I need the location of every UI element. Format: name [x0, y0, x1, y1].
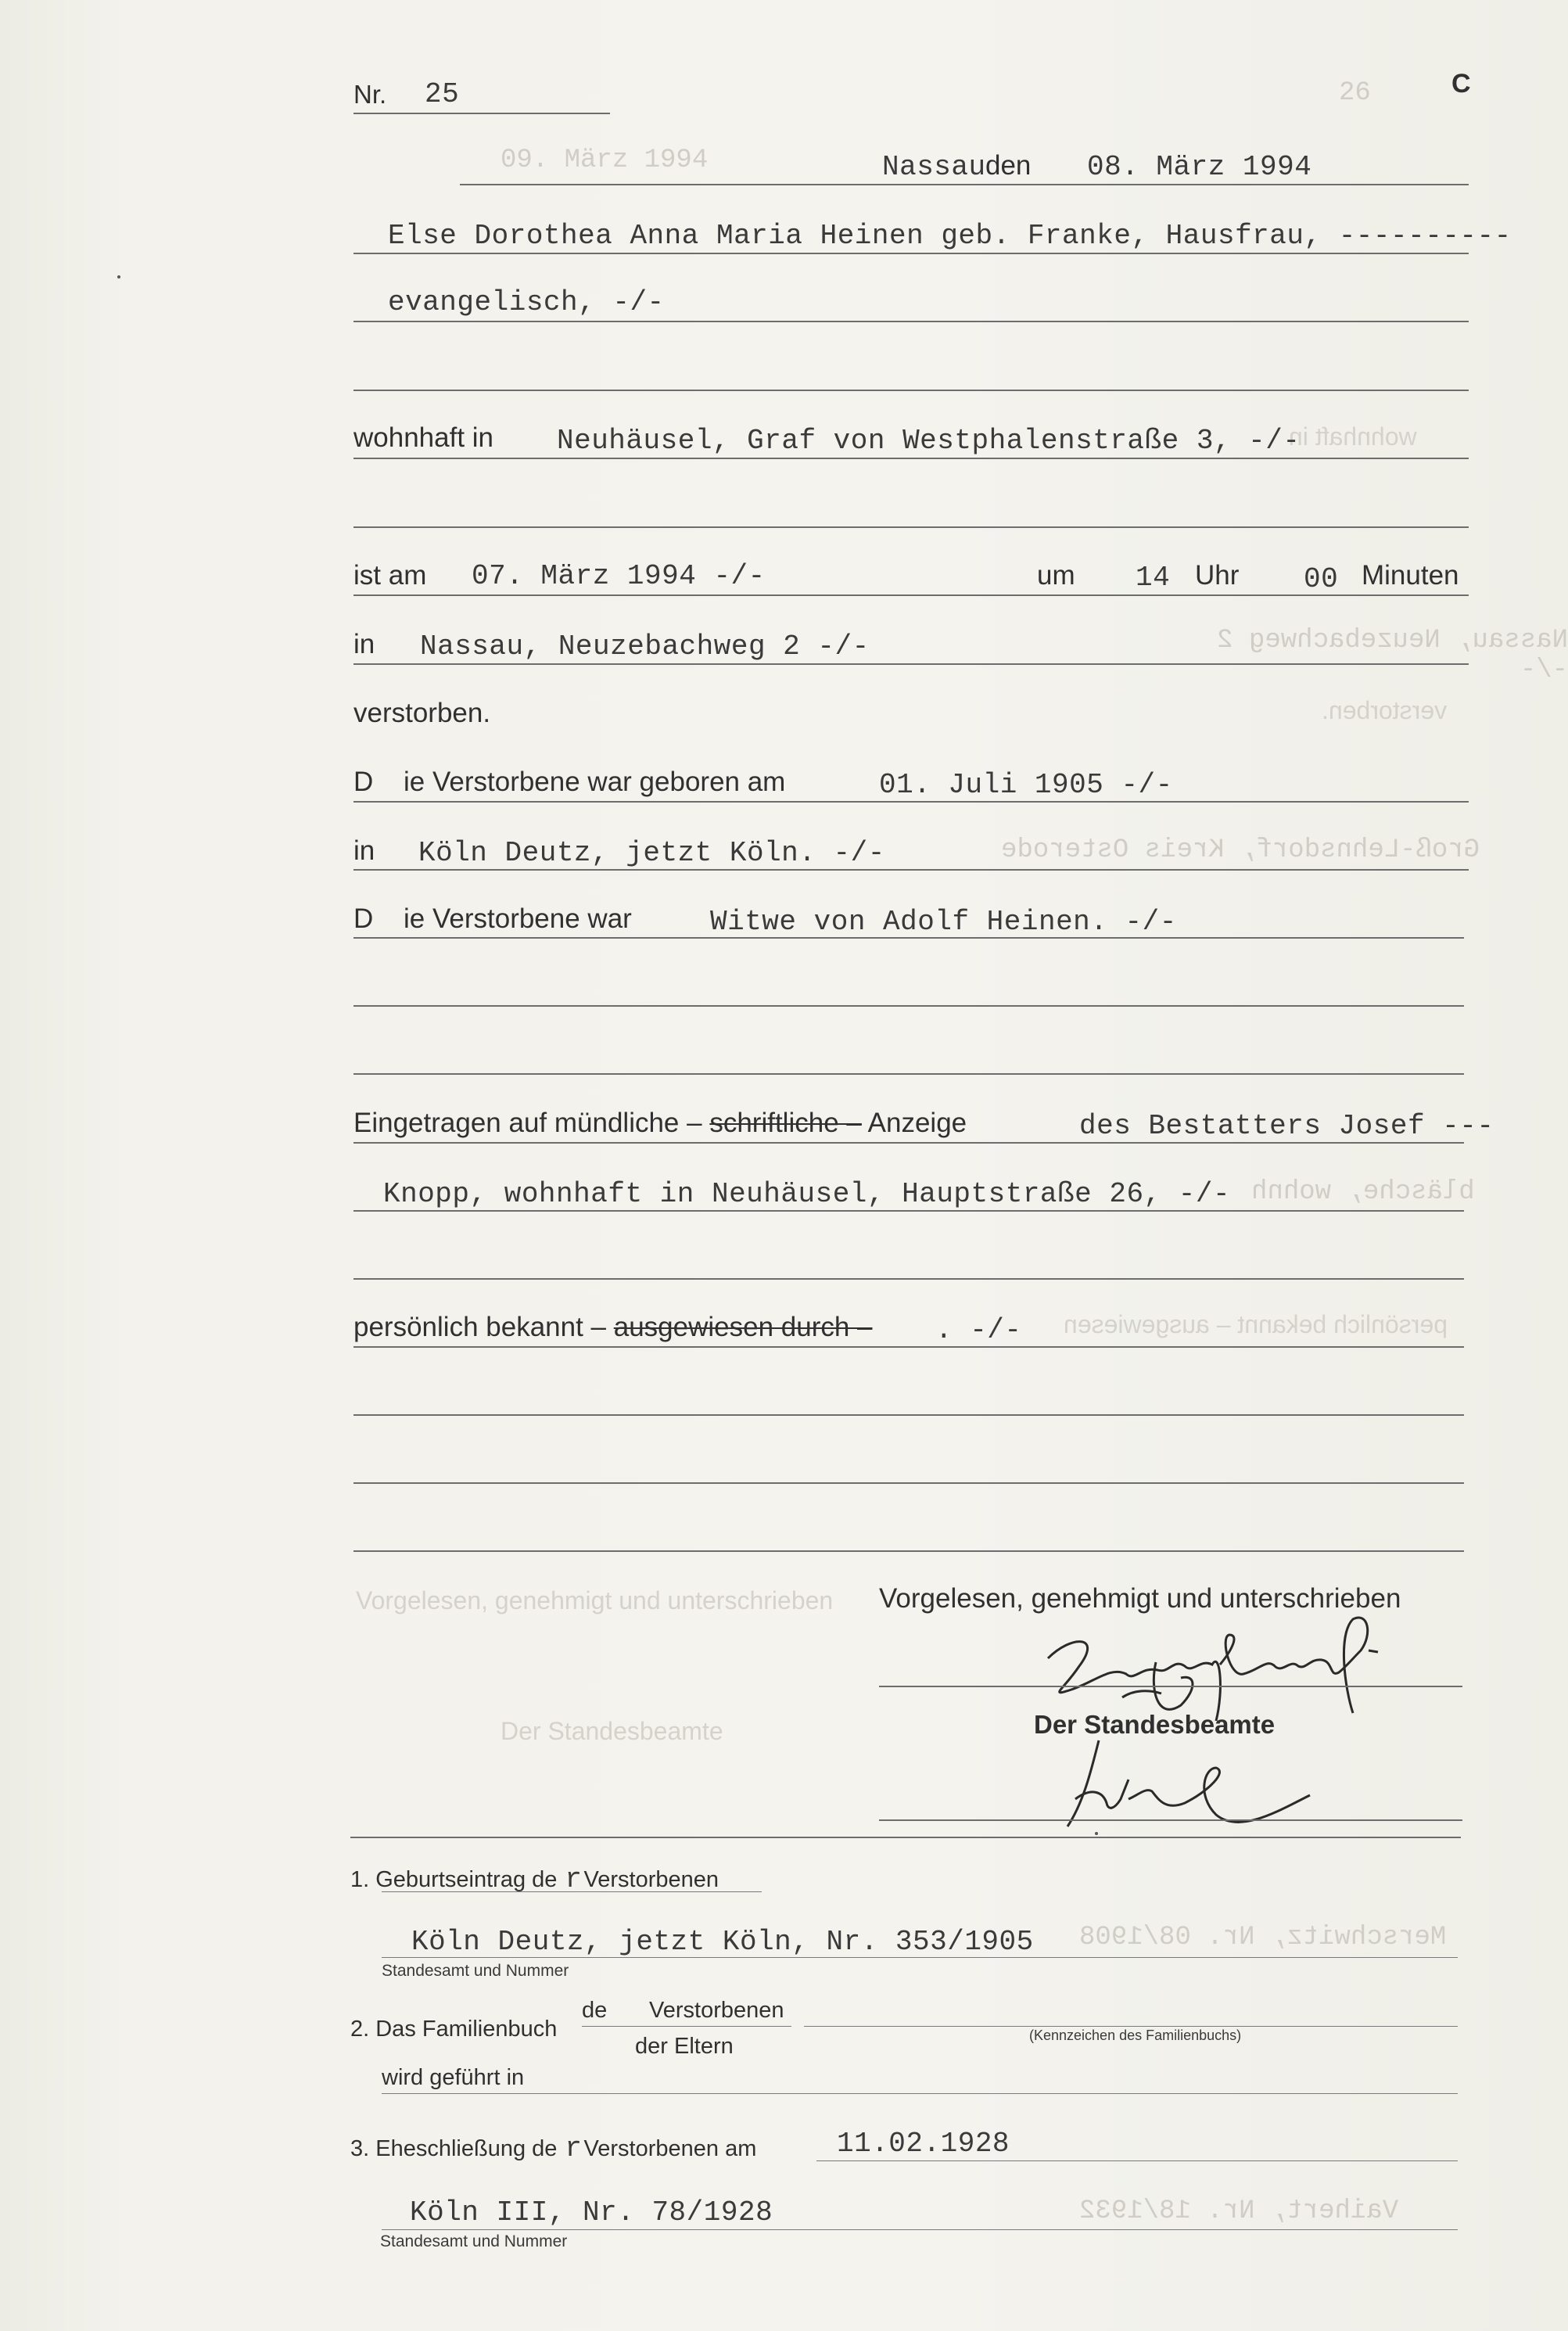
status-prefix: D	[353, 903, 374, 934]
note1-label	[350, 1863, 719, 1895]
note1-letter: r	[565, 1863, 583, 1895]
birth-prefix: D	[353, 767, 374, 797]
birth-place: Köln Deutz, jetzt Köln. -/-	[418, 837, 885, 869]
note2-eltern: der Eltern	[635, 2034, 734, 2059]
death-hour: 14	[1136, 562, 1171, 594]
blank-line-5	[353, 1278, 1464, 1280]
report-line-2	[353, 1210, 1464, 1212]
bleed-official: Der Standesbeamte	[501, 1717, 723, 1745]
note2-label: 2. Das Familienbuch	[350, 2017, 558, 2042]
bleed-birthentry: Merschwitz, Nr. 08/1908	[1079, 1923, 1447, 1952]
known-label-struck: ausgewiesen durch –	[613, 1312, 873, 1342]
informant-signature-line	[879, 1686, 1462, 1687]
read-approved-label: Vorgelesen, genehmigt und unterschrieben	[879, 1583, 1401, 1614]
bleed-informant: bläsche, wohnh	[1251, 1177, 1475, 1207]
margin-dot	[117, 275, 120, 278]
birth-place-line	[353, 869, 1469, 871]
time-um-label: um	[1037, 560, 1075, 591]
note1-label-a: 1. Geburtseintrag de	[350, 1867, 558, 1892]
known-value: . -/-	[935, 1314, 1022, 1346]
report-label	[353, 1108, 967, 1139]
note2-verstorbenen: Verstorbenen	[649, 1998, 784, 2023]
residence-line	[353, 458, 1469, 459]
birth-place-label: in	[353, 835, 375, 866]
death-place-line	[353, 663, 1469, 665]
known-label	[353, 1312, 873, 1343]
death-place: Nassau, Neuzebachweg 2 -/-	[420, 630, 870, 663]
blank-line-2	[353, 526, 1469, 528]
blank-line-3	[353, 1005, 1464, 1007]
hour-label: Uhr	[1195, 560, 1240, 591]
marriage-entry-caption: Standesamt und Nummer	[380, 2232, 568, 2250]
blank-line-6	[353, 1414, 1464, 1416]
note2-wird-line	[382, 2093, 1458, 2094]
note2-fraction-line	[582, 2026, 791, 2027]
deceased-name: Else Dorothea Anna Maria Heinen geb. Franke, Hausfrau, ----------	[388, 220, 1512, 252]
signature-dot	[1095, 1832, 1098, 1835]
status-label: ie Verstorbene war	[404, 903, 632, 934]
nr-line	[353, 113, 610, 114]
birth-entry-caption: Standesamt und Nummer	[382, 1962, 569, 1980]
death-date-label: ist am	[353, 560, 427, 591]
blank-line-7	[353, 1482, 1464, 1484]
bleed-known: persönlich bekannt – ausgewiesen	[1064, 1310, 1448, 1338]
marriage-entry-value: Köln III, Nr. 78/1928	[410, 2196, 773, 2229]
birth-entry-value: Köln Deutz, jetzt Köln, Nr. 353/1905	[411, 1926, 1034, 1958]
blank-line-8	[353, 1550, 1464, 1552]
death-date: 07. März 1994 -/-	[472, 560, 766, 592]
blank-line-4	[353, 1073, 1464, 1075]
bleed-date: 09. März 1994	[501, 145, 709, 175]
note3-label-a: 3. Eheschließung de	[350, 2136, 558, 2161]
note3-label	[350, 2132, 756, 2164]
known-line	[353, 1346, 1464, 1348]
nr-label: Nr.	[353, 80, 387, 109]
birth-entry-line	[382, 1957, 1458, 1958]
verstorben-label: verstorben.	[353, 698, 491, 728]
note1-label-b: Verstorbenen	[583, 1867, 719, 1892]
death-date-line	[353, 594, 1469, 596]
date-line	[460, 184, 1469, 185]
religion-line	[353, 321, 1469, 322]
document-date: 08. März 1994	[1087, 151, 1312, 183]
note3-letter: r	[565, 2132, 583, 2164]
death-minutes: 00	[1304, 563, 1339, 595]
birth-label: ie Verstorbene war geboren am	[404, 767, 786, 797]
date-label: den	[985, 150, 1032, 181]
status-value: Witwe von Adolf Heinen. -/-	[710, 906, 1177, 938]
note1-label-underline	[382, 1891, 762, 1892]
official-signature-line	[879, 1819, 1462, 1821]
death-place-label: in	[353, 629, 375, 659]
known-label-start: persönlich bekannt –	[353, 1312, 606, 1342]
report-label-struck: schriftliche –	[709, 1108, 862, 1138]
nr-value: 25	[425, 78, 460, 110]
informant-line-2: Knopp, wohnhaft in Neuhäusel, Hauptstraße 26, -/-	[383, 1178, 1231, 1210]
bleed-place: Nassau, Neuzebachweg 2 -/-	[1217, 626, 1568, 685]
report-line-1	[353, 1142, 1464, 1144]
religion: evangelisch, -/-	[388, 286, 665, 318]
bleed-read: Vorgelesen, genehmigt und unterschrieben	[356, 1586, 834, 1614]
familienbuch-caption: (Kennzeichen des Familienbuchs)	[1029, 2028, 1242, 2043]
marriage-date-line	[816, 2160, 1458, 2161]
official-label: Der Standesbeamte	[1034, 1710, 1276, 1739]
name-line	[353, 253, 1469, 254]
bleed-verstorben: verstorben.	[1322, 696, 1448, 724]
marriage-entry-line	[382, 2229, 1458, 2230]
familienbuch-line	[804, 2026, 1458, 2027]
bleed-marriage: Vaihert, Nr. 18/1932	[1079, 2196, 1399, 2226]
notes-separator	[350, 1837, 1461, 1838]
informant-line-1: des Bestatters Josef ---	[1079, 1110, 1494, 1142]
marriage-date: 11.02.1928	[837, 2128, 1010, 2160]
note2-wird: wird geführt in	[382, 2065, 525, 2090]
residence-value: Neuhäusel, Graf von Westphalenstraße 3, -/-	[557, 425, 1301, 457]
bleed-nr: 26	[1339, 78, 1371, 108]
report-label-end: Anzeige	[867, 1108, 967, 1138]
birth-date: 01. Juli 1905 -/-	[879, 769, 1173, 801]
bleed-birthplace: Groß-Lehnsdorf, Kreis Osterode	[1001, 835, 1480, 865]
blank-line-1	[353, 390, 1469, 391]
note2-de: de	[582, 1998, 608, 2023]
note3-label-b: Verstorbenen am	[583, 2136, 757, 2161]
report-label-start: Eingetragen auf mündliche –	[353, 1108, 702, 1138]
official-signature	[1060, 1725, 1326, 1834]
residence-label: wohnhaft in	[353, 422, 494, 453]
bleed-residence-label: wohnhaft in	[1289, 422, 1417, 451]
minutes-label: Minuten	[1362, 560, 1459, 591]
corner-letter: C	[1451, 69, 1471, 99]
status-line	[353, 937, 1464, 939]
place-value: Nassau	[882, 151, 986, 183]
birth-date-line	[353, 801, 1469, 803]
